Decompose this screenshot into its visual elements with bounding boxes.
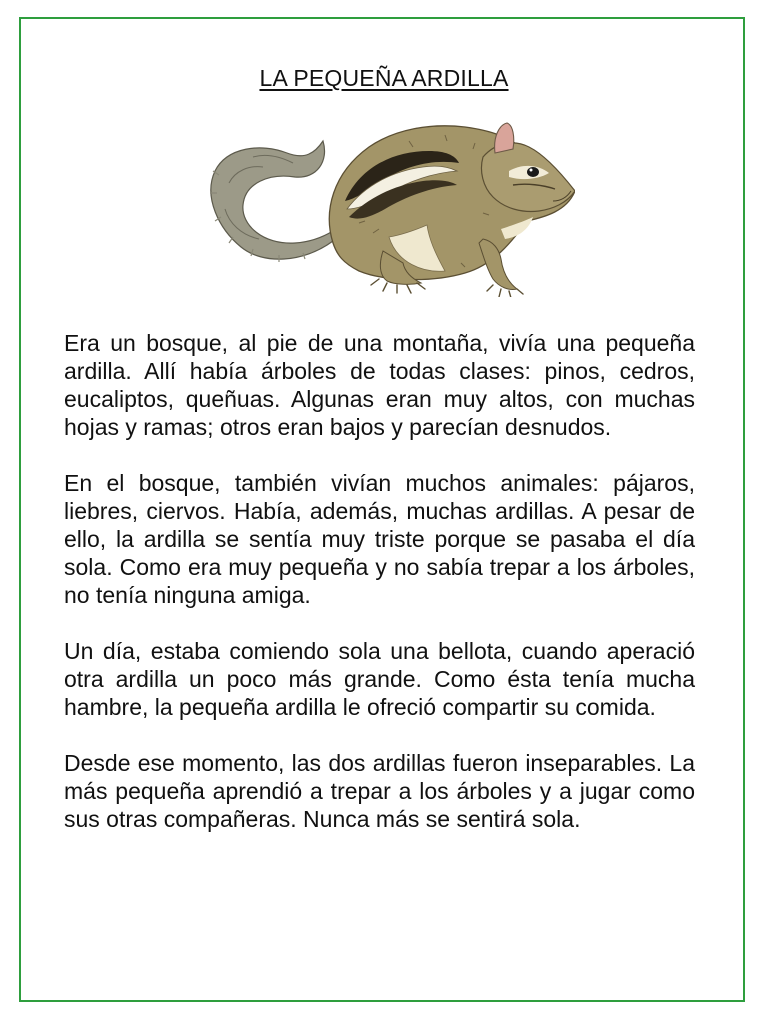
page-frame bbox=[19, 17, 745, 1002]
paragraph-2: En el bosque, también vivían muchos animales: pájaros, liebres, ciervos. Había, además, muchas ardillas. A pesar de ello, la ardilla se sentía muy triste porque se pasaba el día sola. Como era muy pequeña y no sabía trepar a los árboles, no tenía ninguna amiga. bbox=[64, 470, 695, 608]
squirrel-ear bbox=[495, 123, 514, 153]
squirrel-eye bbox=[527, 167, 539, 177]
squirrel-illustration bbox=[183, 113, 575, 297]
page-title: LA PEQUEÑA ARDILLA bbox=[259, 65, 509, 91]
story-text bbox=[64, 329, 695, 861]
paragraph-4: Desde ese momento, las dos ardillas fueron inseparables. La más pequeña aprendió a trepar a los árboles y a jugar como sus otras compañeras. Nunca más se sentirá sola. bbox=[64, 750, 695, 832]
squirrel-tail bbox=[211, 141, 333, 259]
paragraph-3: Un día, estaba comiendo sola una bellota, cuando aperació otra ardilla un poco más grande. Como ésta tenía mucha hambre, la pequeña ardilla le ofreció compartir su comida. bbox=[64, 638, 695, 720]
paragraph-1: Era un bosque, al pie de una montaña, vivía una pequeña ardilla. Allí había árboles de todas clases: pinos, cedros, eucaliptos, queñuas. Algunas eran muy altos, con muchas hojas y ramas; otros eran bajos y parecían desnudos. bbox=[64, 330, 695, 440]
